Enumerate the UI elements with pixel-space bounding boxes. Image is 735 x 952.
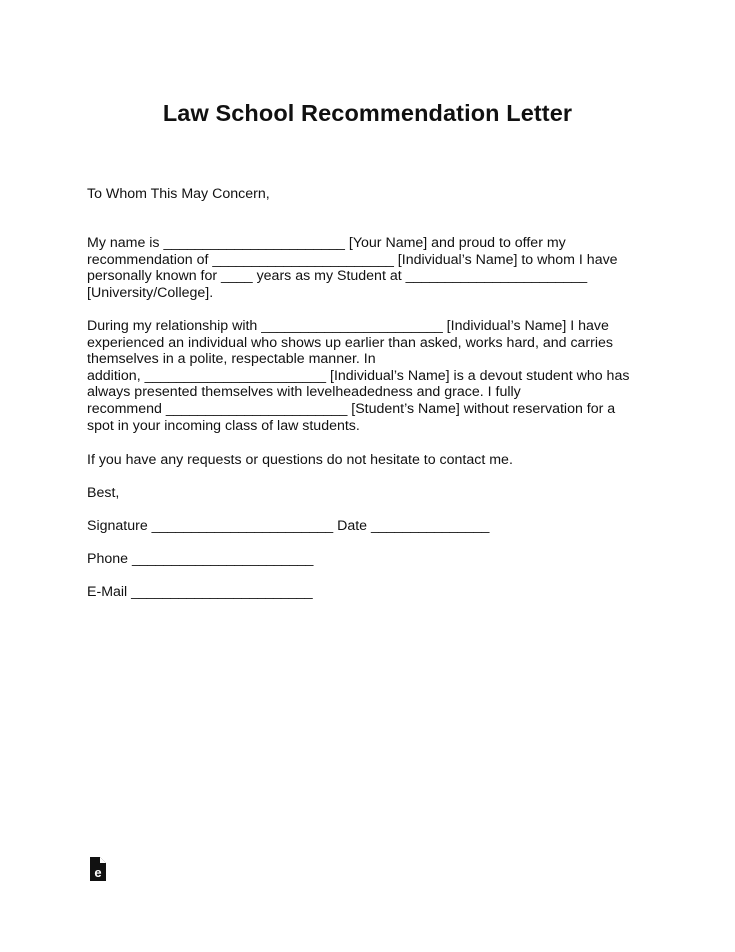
paragraph-line: [University/College]. bbox=[87, 284, 214, 301]
paragraph-line: experienced an individual who shows up earlier than asked, works hard, and carries bbox=[87, 334, 614, 351]
paragraph-relationship bbox=[87, 318, 647, 434]
email-text: E-Mail _______________________ bbox=[87, 584, 313, 600]
signature-date-text: Signature _______________________ Date _______________ bbox=[87, 518, 490, 534]
salutation-text: To Whom This May Concern, bbox=[87, 186, 270, 202]
phone-line bbox=[87, 551, 647, 568]
paragraph-line: spot in your incoming class of law students. bbox=[87, 417, 360, 434]
paragraph-line: recommend _______________________ [Student’s Name] without reservation for a bbox=[87, 400, 616, 417]
paragraph-contact bbox=[87, 452, 647, 469]
eforms-logo-icon bbox=[89, 856, 107, 882]
email-line bbox=[87, 584, 647, 601]
paragraph-line: themselves in a polite, respectable manner. In bbox=[87, 351, 376, 368]
paragraph-line: If you have any requests or questions do not hesitate to contact me. bbox=[87, 452, 513, 468]
closing bbox=[87, 485, 647, 502]
salutation bbox=[87, 186, 647, 203]
paragraph-introduction bbox=[87, 235, 647, 301]
closing-text: Best, bbox=[87, 485, 120, 501]
paragraph-line: always presented themselves with levelheadedness and grace. I fully bbox=[87, 384, 521, 401]
paragraph-line: addition, _______________________ [Individual’s Name] is a devout student who has bbox=[87, 367, 630, 384]
paragraph-line: personally known for ____ years as my Student at _______________________ bbox=[87, 268, 588, 285]
paragraph-line: My name is _______________________ [Your Name] and proud to offer my bbox=[87, 235, 566, 251]
logo-letter: e bbox=[94, 865, 102, 880]
paragraph-line: recommendation of _______________________ [Individual’s Name] to whom I have bbox=[87, 251, 618, 268]
paragraph-line: During my relationship with _______________________ [Individual’s Name] I have bbox=[87, 318, 609, 334]
letter-title: Law School Recommendation Letter bbox=[162, 100, 573, 126]
signature-date-line bbox=[87, 518, 647, 535]
phone-text: Phone _______________________ bbox=[87, 551, 314, 567]
